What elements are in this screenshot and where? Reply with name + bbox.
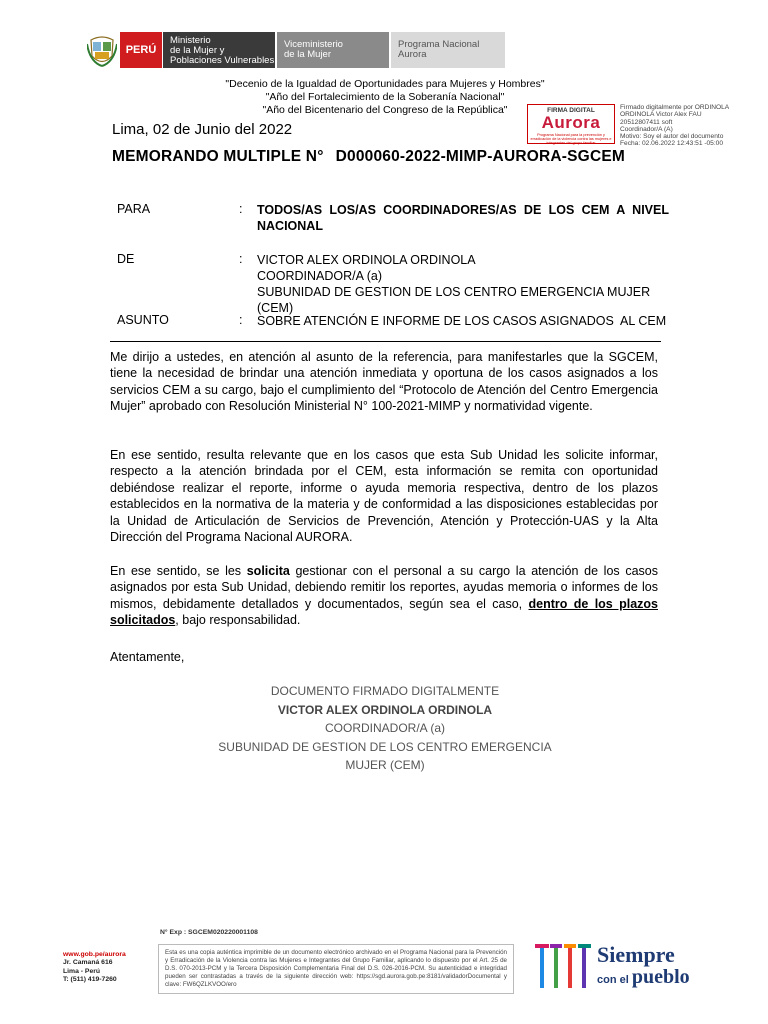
signature-info-line: Coordinador/A (A) [620, 125, 673, 133]
program-line: Aurora [398, 49, 427, 60]
divider [110, 341, 661, 342]
program-box [391, 32, 505, 68]
para-value: TODOS/AS LOS/AS COORDINADORES/AS DE LOS CEM A NIVEL NACIONAL [257, 203, 669, 233]
year-line: "Año del Fortalecimiento de la Soberanía Nacional" [265, 91, 505, 103]
body-paragraph-1: Me dirijo a ustedes, en atención al asunto de la referencia, para manifestarles que la SGCEM, tiene la necesidad de brindar una atención inmediata y oportuna de los casos asignados a los servicios CEM a su cargo, bajo el cumplimiento del “Protocolo de Atención del Centro Emergencia Mujer” aprobado con Resolución Ministerial N° 100-2021-MIMP y normatividad vigente. [110, 350, 658, 414]
body-text: En ese sentido, se les [110, 564, 247, 578]
body-text: , bajo responsabilidad. [175, 613, 301, 628]
body-bold-text: solicita [246, 564, 290, 578]
footer-phone: T: (511) 419-7260 [63, 976, 117, 984]
signature-info-line: Motivo: Soy el autor del documento [620, 133, 724, 141]
colon: : [239, 252, 243, 266]
slogan-line-1: Siempre [597, 942, 675, 967]
memo-title [112, 148, 625, 166]
peru-logo-box [120, 32, 162, 68]
viceministry-line: Viceministerio [284, 39, 343, 50]
memo-title-prefix: MEMORANDO MULTIPLE N° [112, 148, 324, 165]
asunto-value: SOBRE ATENCIÓN E INFORME DE LOS CASOS ASIGNADOS AL CEM [257, 314, 667, 328]
body-paragraph-2: En ese sentido, resulta relevante que en los casos que esta Sub Unidad les solicite informar, respecto a la atención brindada por el CEM, esta información se remita con oportunidad debiéndose realizar el reporte, informe o ayuda memoria respectiva, dentro de los plazos establecidos en la normativa de la materia y de conformidad a las disposiciones establecidas por la Unidad de Articulación de Servicios de Prevención, Atención y Protección-UAS y la Alta Dirección del Programa Nacional AURORA. [110, 448, 658, 545]
de-line: SUBUNIDAD DE GESTION DE LOS CENTRO EMERGENCIA MUJER (CEM) [257, 285, 651, 315]
program-line: Programa Nacional [398, 39, 480, 50]
people-figures-icon [533, 938, 593, 992]
body-text: gestionar con el personal a su cargo la atención de los casos asignados por esta Sub Unidad, debiendo remitir los reportes, ayudas memoria o informes de los mismos, debidamente detallados y documentados, según sea el caso, [110, 564, 658, 611]
footer-address: Lima - Perú [63, 967, 101, 975]
authenticity-notice: Esta es una copia auténtica imprimible de un documento electrónico archivado en el Programa Nacional para la Prevención y Erradicación de la Violencia contra las Mujeres e Integrantes del Grupo Familiar, aplicando lo dispuesto por el Art. 25 de D.S. 070-2013-PCM y la Tercera Disposición Complementaria Final del D.S. 026-2016-PCM. Su autenticidad e integridad pueden ser contrastadas a través de la siguiente dirección web: https://sgd.aurora.gob.pe:8181/validadorDocumental y clave: FW6QZLKVOO/ero [158, 944, 514, 994]
signature-info-line: 20512807411 soft [620, 118, 673, 126]
peru-coat-of-arms-icon [87, 34, 117, 68]
footer-web-link[interactable]: www.gob.pe/aurora [63, 951, 126, 958]
signature-info-line: Firmado digitalmente por ORDINOLA [620, 104, 730, 111]
viceministry-line: de la Mujer [284, 49, 331, 60]
signer-role: COORDINADOR/A (a) [324, 721, 445, 735]
decenio-line: "Decenio de la Igualdad de Oportunidades para Mujeres y Hombres" [225, 78, 545, 90]
para-label: PARA [117, 202, 151, 216]
ministry-box [163, 32, 275, 68]
bicentenary-line: "Año del Bicentenario del Congreso de la República" [262, 104, 508, 116]
de-line: VICTOR ALEX ORDINOLA ORDINOLA [257, 253, 476, 267]
ministry-line: Ministerio [170, 35, 211, 46]
closing: Atentamente, [110, 650, 185, 664]
signer-unit: SUBUNIDAD DE GESTION DE LOS CENTRO EMERGENCIA [218, 739, 552, 754]
footer-address: Jr. Camaná 616 [63, 959, 113, 967]
stamp-brand: Aurora [541, 113, 601, 132]
de-label: DE [117, 252, 135, 266]
slogan-small: con el [597, 974, 632, 986]
colon: : [239, 202, 243, 216]
slogan-line-2 [597, 966, 690, 989]
slogan-big: pueblo [631, 966, 690, 988]
siempre-con-el-pueblo-logo [533, 938, 703, 992]
ministry-line: Poblaciones Vulnerables [170, 55, 275, 66]
ministry-line: de la Mujer y [170, 45, 225, 56]
de-line: COORDINADOR/A (a) [257, 269, 383, 283]
memo-number: D000060-2022-MIMP-AURORA-SGCEM [335, 148, 625, 165]
signer-name: VICTOR ALEX ORDINOLA ORDINOLA [277, 702, 493, 717]
stamp-subtext: Programa Nacional para la prevención y erradicación de la violencia contra las mujeres e integrantes del grupo familiar [530, 133, 612, 145]
stamp-label: FIRMA DIGITAL [547, 107, 595, 114]
viceministry-box [277, 32, 389, 68]
expedient-number: N° Exp : SGCEM020220001108 [160, 929, 258, 936]
signature-block [150, 682, 620, 775]
body-paragraph-3 [110, 563, 658, 629]
signer-unit: MUJER (CEM) [345, 758, 425, 772]
body-underlined-text: dentro de los plazos solicitados [110, 596, 659, 628]
colon: : [239, 313, 243, 327]
signature-info-line: Fecha: 02.06.2022 12:43:51 -05:00 [620, 140, 724, 148]
asunto-label: ASUNTO [117, 313, 169, 327]
digital-signature-stamp [527, 104, 615, 144]
signature-info [620, 104, 768, 148]
signature-info-line: ORDINOLA Victor Alex FAU [620, 111, 702, 119]
footer-contact [63, 951, 126, 985]
signature-line: DOCUMENTO FIRMADO DIGITALMENTE [270, 684, 500, 698]
de-value [257, 252, 669, 316]
peru-label: PERÚ [125, 44, 157, 56]
memo-date: Lima, 02 de Junio del 2022 [112, 121, 293, 138]
